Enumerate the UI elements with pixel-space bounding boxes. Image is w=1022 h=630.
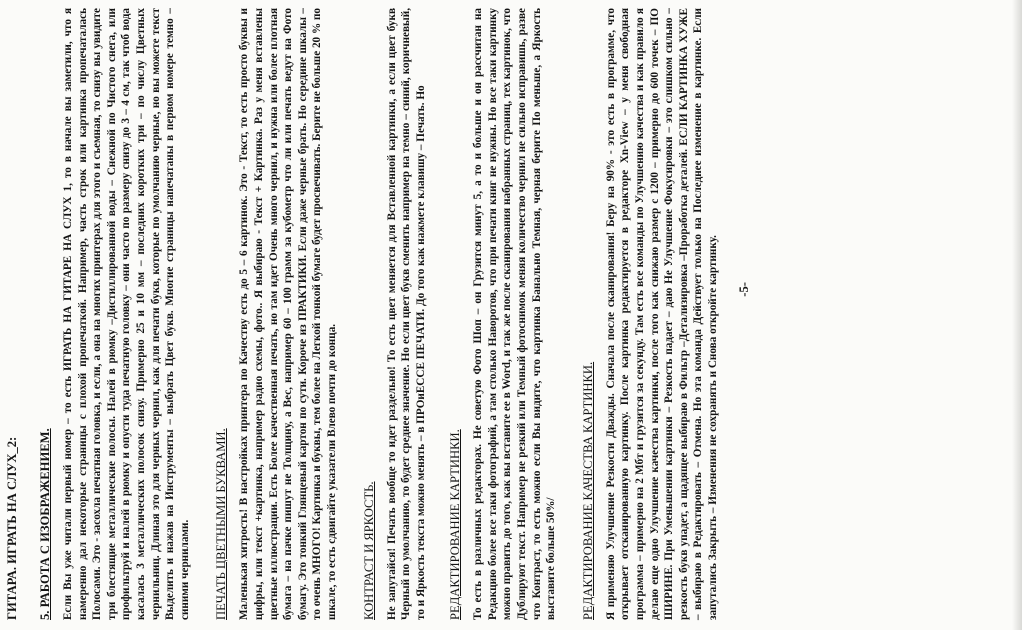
page-number: -5- bbox=[736, 282, 751, 297]
document-title: ГИТАРА. ИГРАТЬ НА СЛУХ_2: bbox=[5, 436, 19, 620]
scan-edge-shadow bbox=[1012, 0, 1022, 630]
section-text-quality: Я применяю Улучшение Резкости Дважды. Сначала после сканирования! Беру на 90% - это есть в программе, что открывает отсканированную картинку. После картинка редактируется в редакторе Xn-View – у меня свободная программа – примерно на 2 Мбт и грузится за секунду. Там есть все команды по Улучшению качества и как правило я делаю еще одно Улучшение качества картинки, после того как снижаю размер с 1200 – примерно до 600 точек – ПО ШИРИНЕ. При Уменьшении картинки – Резкость падает – даю Не Улучшение Фокусировки – это слишком сильно – резкость букв упадет, а щадящее выбираю в Фильтр –Детализировка –Проработка деталей. ЕСЛИ КАРТИНКА ХУЖЕ – выбираю в Редактировать – Отмена. Но эта команда Действует только на Последнее изменение в картинке. Если запутались Закрыть – Изменения не сохранять и Снова откройте картинку. bbox=[604, 8, 719, 620]
section-text-color-print: Маленькая хитрость! В настройках принтера по Качеству есть до 5 – 6 картинок. Это - Текст, то есть просто буквы и цифры, или текст +картинка, например радио схемы, фото.. Я выбираю - Текст + Картинка. Раз у меня вставлены цветные иллюстрации. Есть Более качественная печать, но там идет Очень много чернил, и нужна или более плотная бумага – на пачке пишут не Толщину, а Вес, например 60 – 100 грамм за кубометр что ли или печать ведут на Фото бумагу. Это тонкий Глянцевый картон по сути. Короче из ПРАКТИКИ. Если даже черные брать. Но середине шкалы – то очень МНОГО! Картинка и буквы, тем более на Легкой тонкой бумаге будет просвечивать. Берите не больше 20 % по шкале, то есть сдвигайте указатели Влево почти до конца. bbox=[238, 8, 338, 620]
section-heading-editing: РЕДАКТИРОВАНИЕ КАРТИНКИ. bbox=[448, 429, 463, 620]
section-heading-contrast: КОНТРАСТ И ЯРКОСТЬ. bbox=[361, 481, 376, 620]
section-heading-color-print: ПЕЧАТЬ ЦВЕТНЫМИ БУКВАМИ. bbox=[214, 428, 229, 620]
section-text-editing: То есть в различных редакторах. Не советую Фото Шоп – он Грузится минут 5, а то и больше и он рассчитан на Редакцию более все таки фотографий, а там столько Наворотов, что при печати книг не нужны. Но все таки картинку можно править до того, как вы вставите ее в Word, и так же после сканирования набранных страниц, тех картинок, что Дублируют текст. Например не резкий или Темный фотоснимок меняя количество чернил не сильно исправишь, разве что Контраст, то есть можно если Вы видите, что картинка Банально Темная, черная берите По меньше, а Яркость выставите больше 50%/ bbox=[472, 8, 558, 620]
section-heading-image-work: 5. РАБОТА С ИЗОБРАЖЕНИЕМ. bbox=[38, 428, 52, 620]
section-heading-quality: РЕДАКТИРОВАНИЕ КАЧЕСТВА КАРТИНКИ. bbox=[580, 361, 595, 620]
section-text-image-work: Если Вы уже читали первый номер – то есть ИГРАТЬ НА ГИТАРЕ НА СЛУХ 1, то в начале вы заметили, что я намеренно дал некоторые страницы с плохой пропечаткой. Например, часть строк или картинка пропечаталась Полосами. Это - засохла печатная головка, и если, а она на многих принтерах для этого и съемная, то снизу вы увидите три блестящие металлические полосы. Налей в рюмку –Дистиллированной воды – Снежной по Чистого снега, или профильтруй и налей в рюмку и опусти туда печатную головку – они часто по размеру снизу до 3 – 4 см, так чтоб вода касалась 3 металлических полосок снизу. Примерно 25 и 10 мм – последних коротких три – по числу Цветных чернильниц. Длиная это для черных чернил, как для печати букв, которые по умолчанию черные, но вы можете текст Выделить и нажав на Инструменты – выбрать Цвет букв. Многие страницы напечатаны в первом номере темно – синими чернилами. bbox=[62, 8, 191, 620]
section-text-contrast: Не запутайся! Печать вообще то идет раздельно! То есть цвет меняется для Вставленной картинки, а если цвет букв Черный по умолчанию, то будет среднее значение. Но если цвет букв сменить например на темно – синий, коричневый, то и Яркость текста можно менять – в ПРОиЕССЕ ПЕЧАТИ. До того как нажмете клавишу – Печать. Но bbox=[385, 8, 427, 620]
